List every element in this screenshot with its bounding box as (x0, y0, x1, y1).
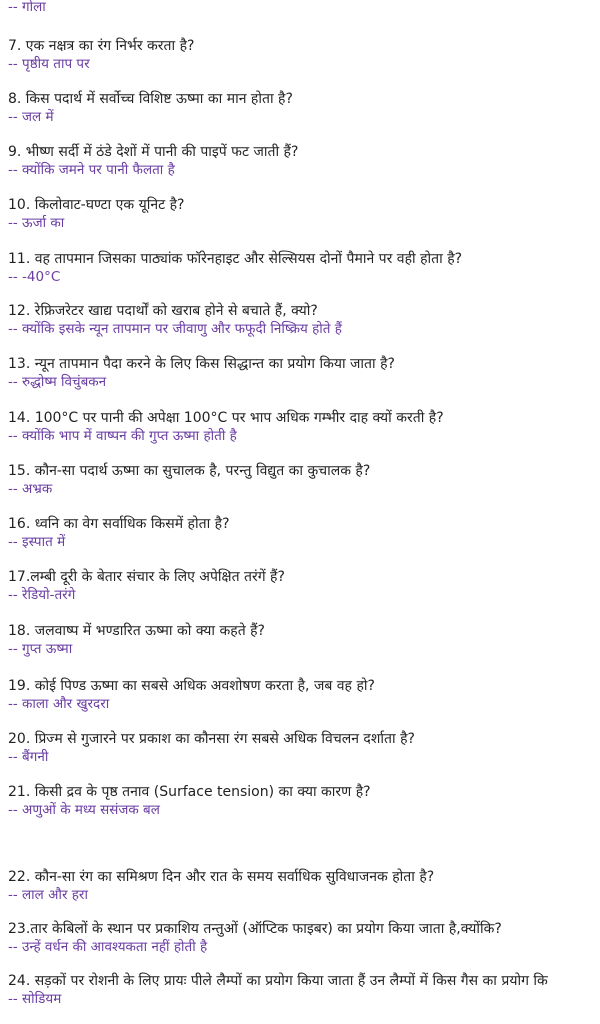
answer-19: -- काला और खुरदरा (8, 696, 110, 712)
answer-23: -- उन्हें वर्धन की आवश्यकता नहीं होती है (8, 939, 208, 955)
answer-15: -- अभ्रक (8, 481, 53, 497)
answer-9: -- क्योंकि जमने पर पानी फैलता है (8, 162, 175, 178)
question-23: 23.तार केबिलों के स्थान पर प्रकाशिय तन्तुओं (ऑप्टिक फाइबर) का प्रयोग किया जाता है,क्योंकि? (8, 921, 502, 937)
answer-20: -- बैंगनी (8, 749, 49, 765)
question-21: 21. किसी द्रव के पृष्ठ तनाव (Surface tension) का क्या कारण है? (8, 784, 371, 800)
answer-10: -- ऊर्जा का (8, 215, 65, 231)
answer-16: -- इस्पात में (8, 534, 66, 550)
answer-21: -- अणुओं के मध्य ससंजक बल (8, 802, 160, 818)
answer-11: -- -40°C (8, 269, 61, 285)
answer-22: -- लाल और हरा (8, 887, 88, 903)
question-20: 20. प्रिज्म से गुजारने पर प्रकाश का कौनसा रंग सबसे अधिक विचलन दर्शाता है? (8, 731, 415, 747)
answer-13: -- रुद्धोष्म विचुंबकन (8, 374, 107, 390)
answer-17: -- रेडियो-तरंगे (8, 587, 76, 603)
question-22: 22. कौन-सा रंग का समिश्रण दिन और रात के समय सर्वाधिक सुविधाजनक होता है? (8, 869, 435, 885)
question-13: 13. न्यून तापमान पैदा करने के लिए किस सिद्धान्त का प्रयोग किया जाता है? (8, 356, 395, 372)
answer-8: -- जल में (8, 109, 54, 125)
answer-18: -- गुप्त ऊष्मा (8, 641, 73, 657)
question-24: 24. सड़कों पर रोशनी के लिए प्रायः पीले लैम्पों का प्रयोग किया जाता हैं उन लैम्पों में किस गैस का प्रयोग कि (8, 973, 548, 989)
question-16: 16. ध्वनि का वेग सर्वाधिक किसमें होता है? (8, 516, 230, 532)
question-14: 14. 100°C पर पानी की अपेक्षा 100°C पर भाप अधिक गम्भीर दाह क्यों करती है? (8, 410, 444, 426)
question-9: 9. भीष्ण सर्दी में ठंडे देशों में पानी की पाइपें फट जाती हैं? (8, 144, 299, 160)
question-7: 7. एक नक्षत्र का रंग निर्भर करता है? (8, 38, 195, 54)
answer-14: -- क्योंकि भाप में वाष्पन की गुप्त ऊष्मा होती है (8, 428, 237, 444)
answer-7: -- पृष्ठीय ताप पर (8, 56, 90, 72)
question-11: 11. वह तापमान जिसका पाठ्यांक फॉरेनहाइट और सेल्सियस दोनों पैमाने पर वही होता है? (8, 251, 463, 267)
question-12: 12. रेफ्रिजरेटर खाद्य पदार्थों को खराब होने से बचाते हैं, क्यो? (8, 303, 318, 319)
answer-12: -- क्योंकि इसके न्यून तापमान पर जीवाणु और फफूदी निष्क्रिय होते हैं (8, 321, 342, 337)
question-18: 18. जलवाष्प में भण्डारित ऊष्मा को क्या कहते हैं? (8, 623, 265, 639)
question-8: 8. किस पदार्थ में सर्वोच्च विशिष्ट ऊष्मा का मान होता है? (8, 91, 293, 107)
question-17: 17.लम्बी दूरी के बेतार संचार के लिए अपेक्षित तरंगें हैं? (8, 569, 285, 585)
question-15: 15. कौन-सा पदार्थ ऊष्मा का सुचालक है, परन्तु विद्युत का कुचालक है? (8, 463, 371, 479)
answer-24: -- सोडियम (8, 991, 62, 1007)
question-19: 19. कोई पिण्ड ऊष्मा का सबसे अधिक अवशोषण करता है, जब वह हो? (8, 678, 375, 694)
question-10: 10. किलोवाट-घण्टा एक यूनिट है? (8, 197, 185, 213)
answer-6: -- गोला (8, 0, 46, 15)
